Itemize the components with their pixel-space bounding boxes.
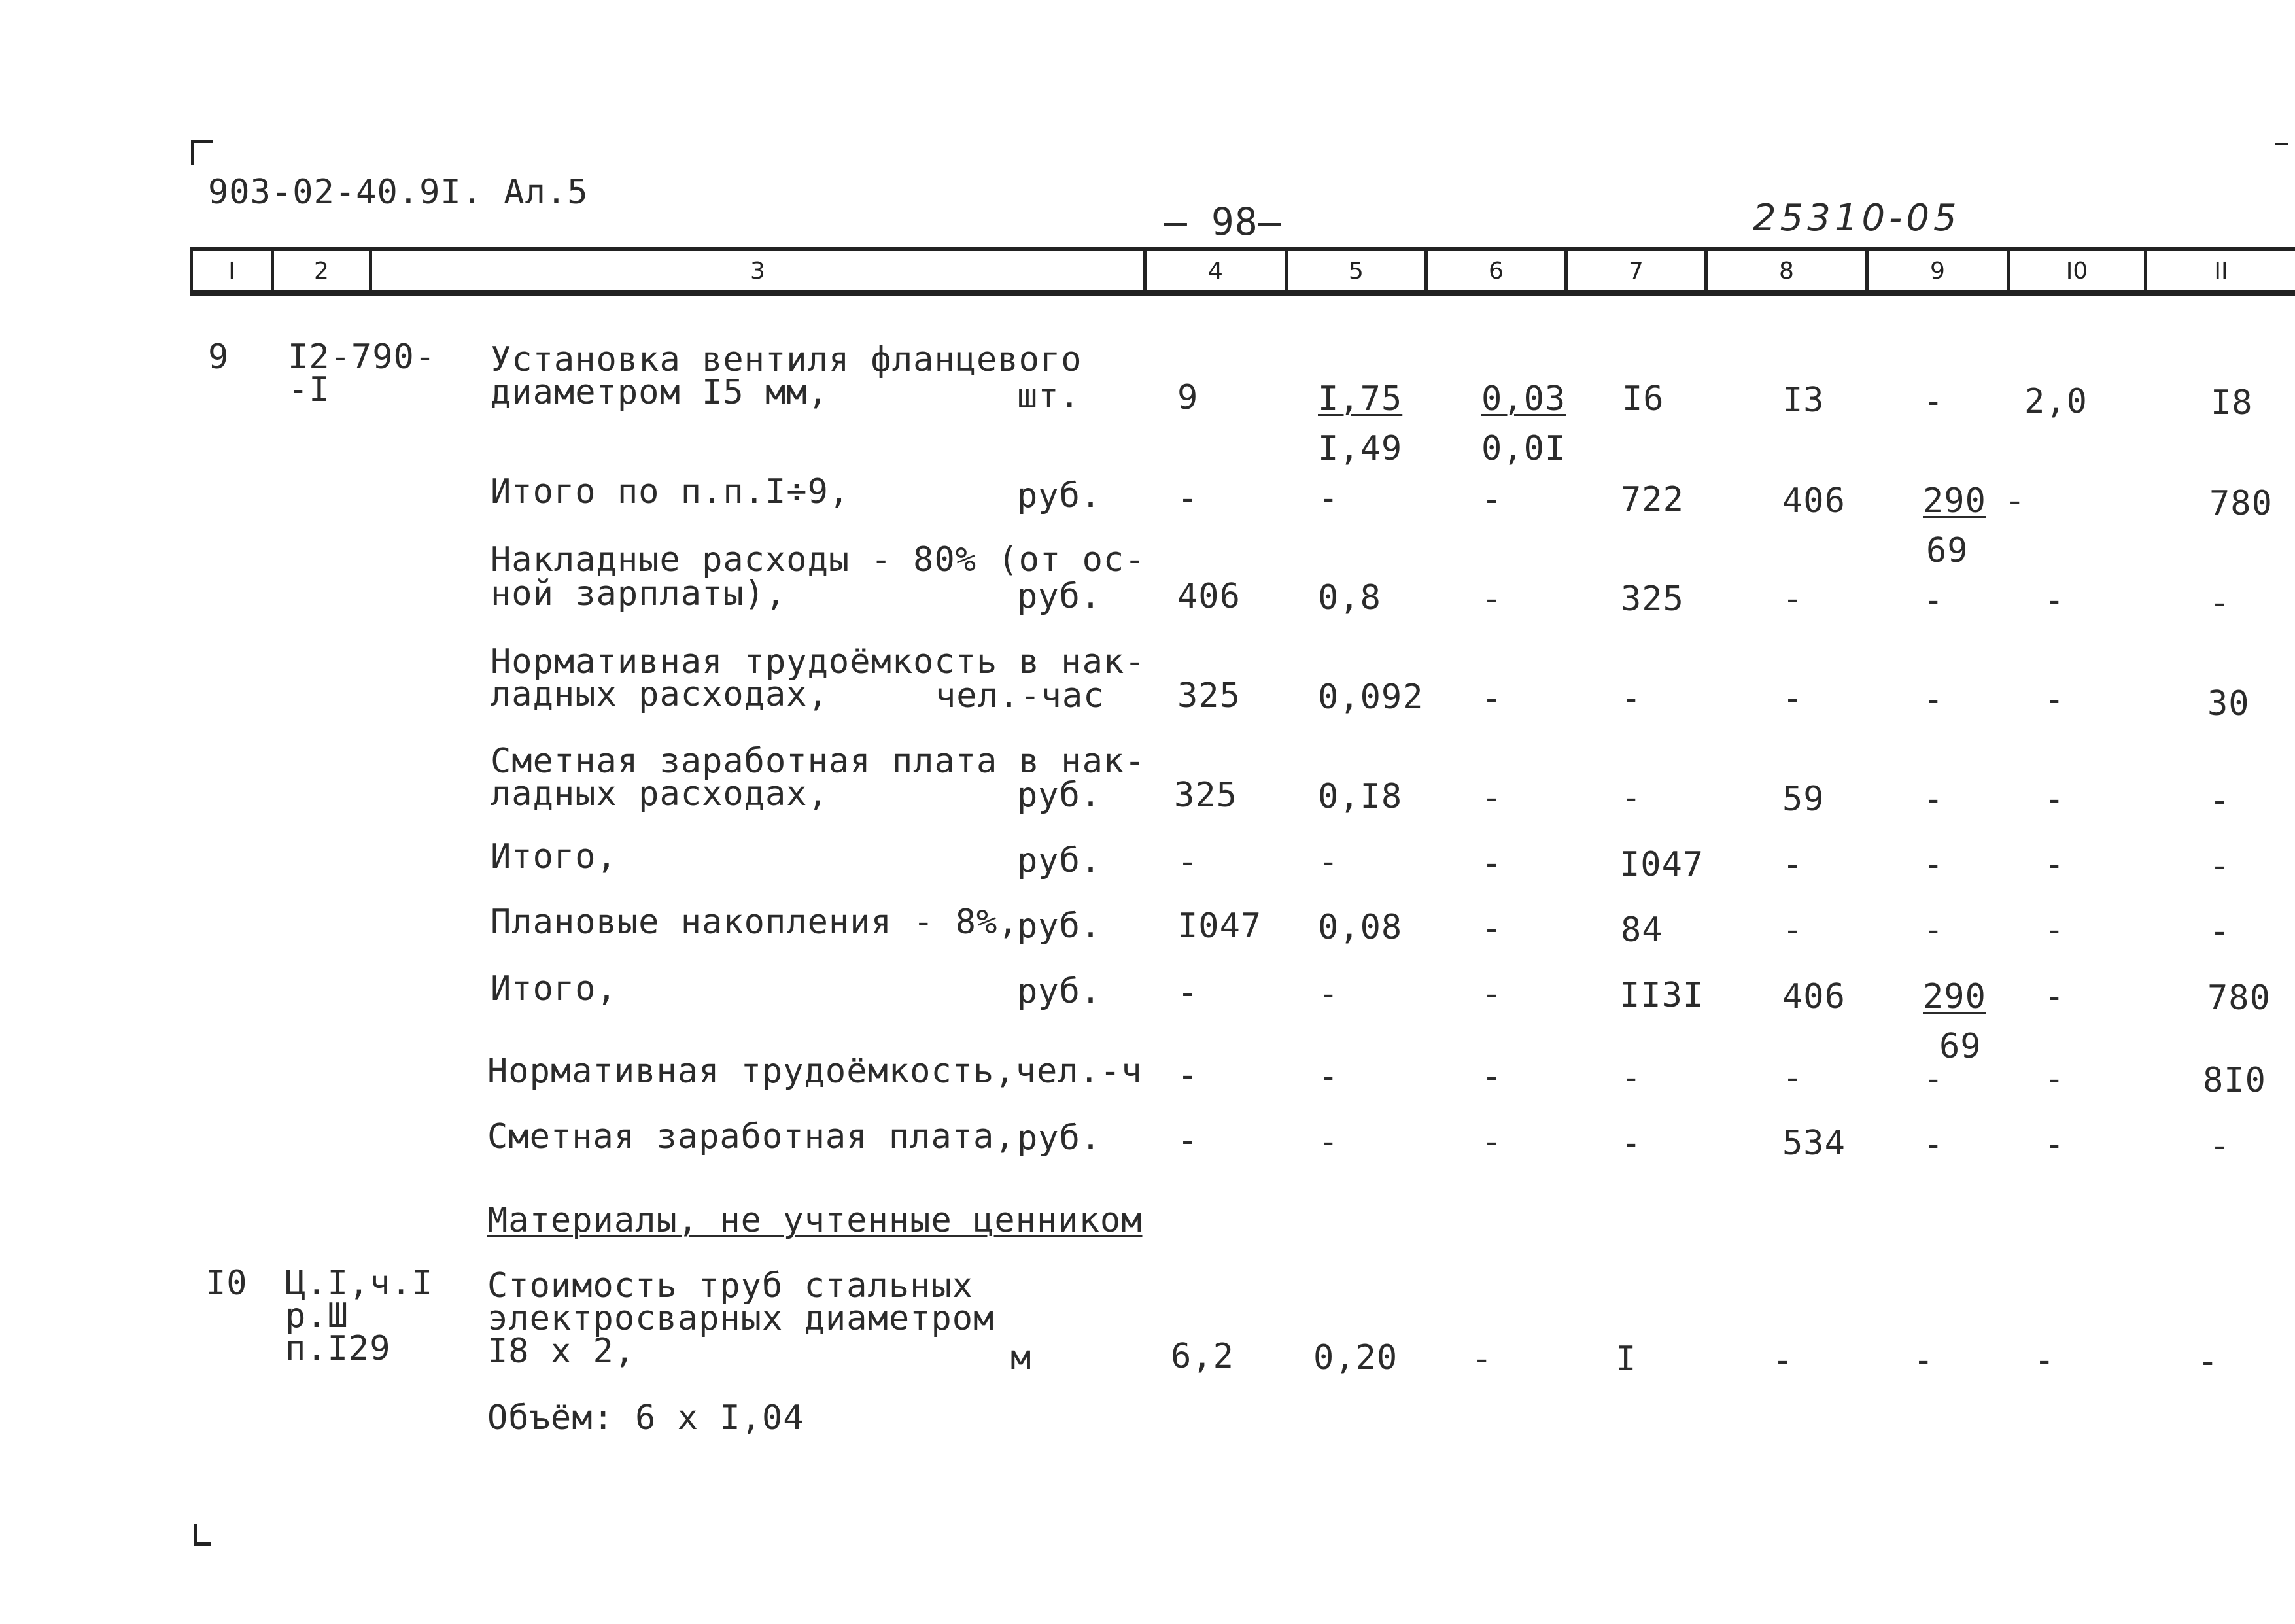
cell-c6: 0,03 [1481, 379, 1566, 419]
cell-c5: I,49 [1318, 429, 1403, 468]
cell-c5: 0,I8 [1318, 777, 1403, 816]
row-number: 9 [208, 337, 230, 377]
row-description: Сметная заработная плата в нак- [491, 742, 1146, 781]
cell-c5: - [1318, 842, 1339, 882]
price-code: п.I29 [285, 1329, 391, 1368]
cell-c5: 0,092 [1318, 678, 1424, 717]
cell-c8: - [1782, 910, 1804, 950]
cell-c6: - [1472, 1339, 1493, 1379]
column-header: II [2144, 251, 2295, 290]
row-unit: руб. [1017, 907, 1102, 946]
cell-c10: - [2044, 1125, 2065, 1164]
document-code: 903-02-40.9I. Ал.5 [208, 173, 589, 212]
cell-c4: - [1177, 973, 1199, 1012]
cell-c8: I3 [1782, 381, 1825, 420]
cell-c11: - [2209, 1126, 2231, 1166]
cell-c8: 406 [1782, 481, 1846, 521]
price-code: р.Ш [285, 1296, 349, 1336]
cell-c8: 534 [1782, 1124, 1846, 1163]
cell-c7: I047 [1619, 845, 1704, 884]
corner-mark-top-right [2275, 143, 2288, 145]
column-header: I0 [2007, 251, 2144, 290]
row-unit: шт. [1017, 377, 1080, 416]
cell-c5: 0,8 [1318, 578, 1381, 617]
cell-c10: - [2044, 581, 2065, 620]
column-header: 6 [1424, 251, 1564, 290]
row-unit: руб. [1017, 776, 1102, 815]
column-header: 5 [1285, 251, 1424, 290]
cell-c10: 2,0 [2024, 382, 2088, 421]
corner-mark-bottom-left [194, 1524, 211, 1546]
cell-c10: - [2044, 977, 2065, 1016]
cell-c9: 290 [1923, 481, 1986, 521]
cell-c9: - [1923, 581, 1944, 620]
cell-c4: 325 [1174, 776, 1237, 815]
cell-c4: 9 [1177, 378, 1199, 417]
cell-c7: I [1615, 1339, 1637, 1379]
column-header: 7 [1564, 251, 1704, 290]
page-number: — 98— [1164, 199, 1282, 244]
cell-c11: - [2209, 583, 2231, 623]
cell-c9: - [1923, 780, 1944, 819]
row-description: ладных расходах, [491, 675, 829, 714]
cell-c7: - [1621, 1124, 1642, 1163]
cell-c6: 0,0I [1481, 429, 1566, 468]
cell-c11: 30 [2207, 684, 2250, 723]
cell-c7: - [1621, 679, 1642, 718]
cell-c7: II3I [1619, 976, 1704, 1015]
cell-c7: - [1621, 778, 1642, 818]
handwritten-number: 25310-05 [1753, 197, 1961, 239]
cell-c4: 325 [1177, 676, 1241, 716]
cell-c6: - [1481, 579, 1503, 619]
cell-c4: 6,2 [1171, 1337, 1234, 1376]
cell-c4: I047 [1177, 907, 1262, 946]
cell-c8: - [1772, 1341, 1794, 1380]
price-code: -I [288, 370, 330, 409]
cell-c5: - [1318, 1122, 1339, 1162]
row-unit: руб. [1017, 577, 1102, 616]
cell-c6: - [1481, 778, 1503, 818]
column-header: 8 [1704, 251, 1865, 290]
cell-c4: - [1177, 1121, 1199, 1160]
cell-c11: I8 [2211, 383, 2253, 423]
cell-c7: I6 [1622, 379, 1665, 419]
cell-c4: - [1177, 842, 1199, 882]
row-description: Стоимость труб стальных [487, 1266, 974, 1305]
cell-c6: - [1481, 909, 1503, 948]
cell-c6: - [1481, 975, 1503, 1014]
cell-c10: - [2044, 680, 2065, 719]
cell-c5: - [1318, 479, 1339, 518]
row-description: диаметром I5 мм, [491, 373, 829, 412]
row-description: Плановые накопления - 8%, [491, 903, 1019, 942]
cell-c10: - [2005, 481, 2026, 521]
row-description: I8 х 2, [487, 1332, 636, 1371]
cell-c5: - [1318, 1057, 1339, 1096]
corner-mark-top-left [191, 140, 213, 165]
cell-c11: - [2209, 846, 2231, 886]
cell-c9: - [1923, 1060, 1944, 1099]
price-code: Ц.I,ч.I [285, 1264, 434, 1303]
row-unit: руб. [1017, 841, 1102, 880]
cell-c8: - [1782, 579, 1804, 619]
row-description: Нормативная трудоёмкость в нак- [491, 642, 1146, 682]
cell-c6: - [1481, 1122, 1503, 1162]
cell-c9: 290 [1923, 977, 1986, 1016]
cell-c8: - [1782, 1058, 1804, 1097]
cell-c11: 780 [2207, 978, 2271, 1018]
cell-c5: 0,08 [1318, 908, 1403, 947]
row-description: ладных расходах, [491, 774, 829, 814]
cell-c6: - [1481, 480, 1503, 519]
row-number: I0 [205, 1264, 248, 1303]
materials-heading: Материалы, не учтенные ценником [487, 1201, 1143, 1240]
price-code: I2-790- [288, 337, 436, 377]
row-description: Нормативная трудоёмкость,чел.-ч [487, 1052, 1143, 1091]
cell-c9: - [1923, 910, 1944, 950]
cell-c9: - [1923, 1125, 1944, 1164]
cell-c9: - [1913, 1341, 1935, 1380]
cell-c7: - [1621, 1058, 1642, 1097]
cell-c5: - [1318, 975, 1339, 1014]
row-description: Установка вентиля фланцевого [491, 340, 1082, 379]
cell-c10: - [2044, 1060, 2065, 1099]
column-header: I [190, 251, 271, 290]
cell-c5: 0,20 [1313, 1338, 1398, 1377]
cell-c4: - [1177, 1056, 1199, 1095]
row-description: Итого, [491, 969, 617, 1009]
cell-c11: 8I0 [2203, 1061, 2266, 1100]
column-header-strip [190, 247, 2295, 296]
row-unit: руб. [1017, 476, 1102, 515]
cell-c9: - [1923, 382, 1944, 421]
cell-c7: 84 [1621, 910, 1663, 950]
column-header: 9 [1865, 251, 2007, 290]
cell-c11: - [2198, 1342, 2219, 1381]
cell-c11: - [2209, 912, 2231, 951]
row-description: Итого, [491, 837, 617, 876]
cell-c8: 59 [1782, 780, 1825, 819]
cell-c6: - [1481, 1057, 1503, 1096]
cell-c7: 325 [1621, 579, 1684, 619]
cell-c8: - [1782, 845, 1804, 884]
cell-c6: - [1481, 844, 1503, 883]
row-unit: чел.-час [935, 676, 1105, 716]
row-description: электросварных диаметром [487, 1299, 995, 1338]
volume-note: Объём: 6 х I,04 [487, 1398, 804, 1438]
cell-c10: - [2044, 780, 2065, 819]
row-unit: руб. [1017, 1118, 1102, 1158]
cell-c9: 69 [1939, 1027, 1982, 1066]
row-unit: м [1010, 1338, 1032, 1377]
cell-c11: 780 [2209, 484, 2273, 523]
cell-c10: - [2044, 910, 2065, 950]
cell-c10: - [2034, 1341, 2056, 1380]
cell-c6: - [1481, 679, 1503, 718]
row-unit: руб. [1017, 972, 1102, 1011]
cell-c4: - [1177, 479, 1199, 518]
row-description: ной зарплаты), [491, 574, 787, 613]
column-header: 3 [369, 251, 1143, 290]
column-header: 2 [271, 251, 369, 290]
cell-c4: 406 [1177, 577, 1241, 616]
cell-c10: - [2044, 845, 2065, 884]
cell-c9: - [1923, 680, 1944, 719]
cell-c9: - [1923, 845, 1944, 884]
column-header: 4 [1143, 251, 1285, 290]
row-description: Накладные расходы - 80% (от ос- [491, 540, 1146, 579]
cell-c11: - [2209, 781, 2231, 820]
cell-c9: 69 [1926, 531, 1969, 570]
cell-c8: 406 [1782, 977, 1846, 1016]
cell-c5: I,75 [1318, 379, 1403, 419]
cell-c7: 722 [1621, 480, 1684, 519]
row-description: Итого по п.п.I÷9, [491, 472, 850, 511]
cell-c8: - [1782, 679, 1804, 718]
row-description: Сметная заработная плата, [487, 1117, 1016, 1156]
